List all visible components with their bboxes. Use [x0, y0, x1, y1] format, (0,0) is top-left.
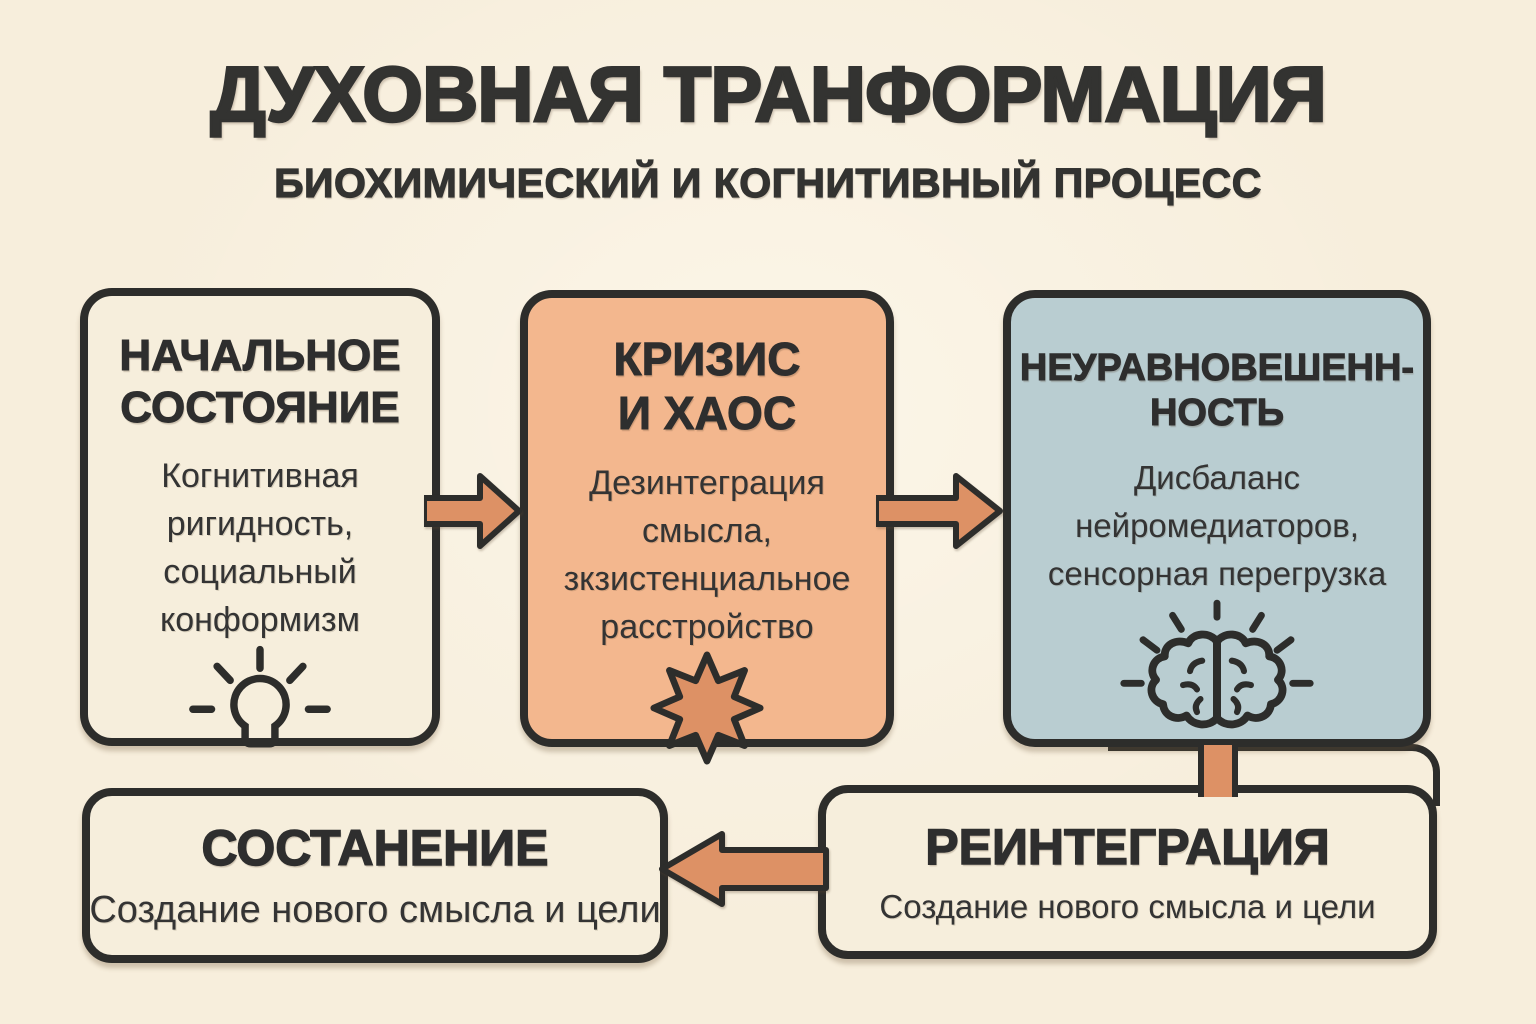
starburst-icon — [650, 651, 764, 765]
box-imbalance-body — [1048, 454, 1386, 598]
text-line: конформизм — [159, 600, 361, 639]
text-line: смысла, — [641, 511, 772, 550]
text-line: НОСТЬ — [1149, 391, 1285, 434]
text-line: НАЧАЛЬНОЕ — [119, 331, 401, 380]
text-line: Дезинтеграция — [589, 463, 825, 502]
text-line: зкзистенциальное — [563, 559, 851, 598]
text-line: расстройство — [600, 607, 814, 646]
box-reintegration-body: Создание нового смысла и цели — [879, 888, 1376, 925]
box-crisis-title — [614, 332, 801, 441]
box-imbalance-title — [1020, 332, 1414, 436]
box-initial-body — [160, 452, 360, 644]
arrow-crisis-to-imbalance — [876, 470, 1004, 552]
text-line: социальный — [163, 552, 357, 591]
box-stabilization-title: СОСТАНЕНИЕ — [201, 820, 549, 876]
box-reintegration-title: РЕИНТЕГРАЦИЯ — [925, 819, 1330, 875]
text-line: СОСТОЯНИЕ — [120, 382, 400, 432]
box-stabilization-body: Создание нового смысла и цели — [89, 889, 661, 931]
box-crisis-body — [564, 459, 851, 651]
box-initial-state — [80, 288, 440, 746]
brain-icon — [1114, 598, 1320, 746]
text-line: нейромедиаторов, — [1075, 506, 1359, 544]
text-line: Дисбаланс — [1133, 458, 1301, 496]
text-line: НЕУРАВНОВЕШЕНН- — [1019, 347, 1415, 389]
text-line: сенсорная перегрузка — [1047, 554, 1387, 592]
box-imbalance — [1003, 290, 1431, 747]
box-stabilization — [82, 788, 668, 963]
lightbulb-icon — [185, 644, 335, 754]
box-initial-title — [119, 330, 400, 434]
text-line: ригидность, — [166, 504, 354, 543]
connector-bar — [1198, 745, 1238, 797]
arrow-reintegration-to-stabilization — [658, 830, 830, 908]
arrow-initial-to-crisis — [424, 470, 522, 552]
text-line: Когнитивная — [161, 456, 359, 495]
text-line: КРИЗИС — [613, 333, 801, 385]
page-subtitle: БИОХИМИЧЕСКИЙ И КОГНИТИВНЫЙ ПРОЦЕСС — [274, 160, 1262, 206]
box-crisis-chaos — [520, 290, 894, 747]
page-title: ДУХОВНАЯ ТРАНФОРМАЦИЯ — [210, 50, 1326, 138]
box-reintegration — [818, 785, 1437, 959]
text-line: И ХАОС — [617, 387, 797, 440]
